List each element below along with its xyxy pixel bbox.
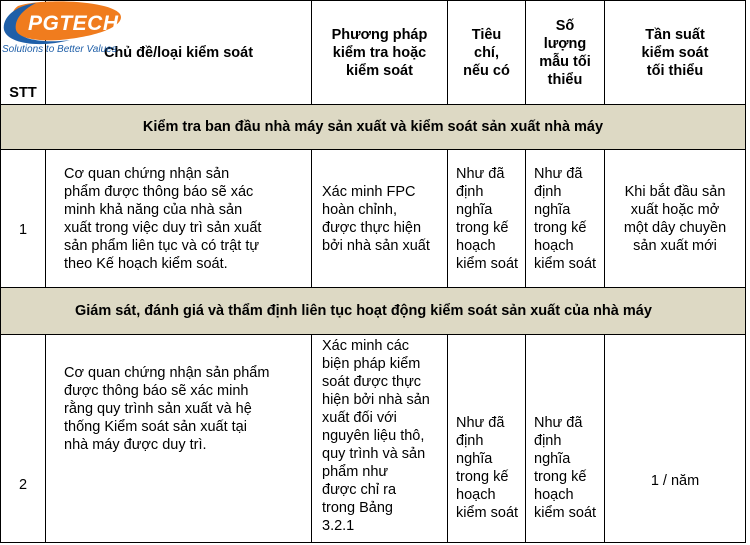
row-sample: Như đã định nghĩa trong kế hoạch kiểm soát [526,335,605,543]
header-topic: Chủ đề/loại kiểm soát [46,1,312,105]
row-stt: 2 [1,335,46,543]
row-criteria: Như đã định nghĩa trong kế hoạch kiểm soát [448,150,526,288]
row-stt: 1 [1,150,46,288]
section-title: Giám sát, đánh giá và thẩm định liên tục hoạt động kiểm soát sản xuất của nhà máy [1,288,746,335]
table-row [1,335,746,543]
section-row-initial-inspection [1,105,746,150]
table-row [1,150,746,288]
section-title: Kiểm tra ban đầu nhà máy sản xuất và kiểm soát sản xuất nhà máy [1,105,746,150]
row-method: Xác minh FPC hoàn chỉnh, được thực hiện bởi nhà sản xuất [312,150,448,288]
header-frequency: Tần suất kiểm soát tối thiểu [605,1,746,105]
logo-tagline: Solutions to Better Values [2,44,117,55]
header-stt: STT [1,1,46,105]
row-topic: Cơ quan chứng nhận sản phẩm được thông báo sẽ xác minh khả năng của nhà sản xuất trong việc duy trì sản xuất sản phẩm liên tục và có trật tự theo Kế hoạch kiểm soát. [46,150,312,288]
header-method: Phương pháp kiểm tra hoặc kiểm soát [312,1,448,105]
row-topic: Cơ quan chứng nhận sản phẩm được thông báo sẽ xác minh rằng quy trình sản xuất và hệ thống Kiểm soát sản xuất tại nhà máy được duy trì. [46,335,312,543]
section-row-continuous-surveillance [1,288,746,335]
row-frequency: Khi bắt đầu sản xuất hoặc mở một dây chuyền sản xuất mới [605,150,746,288]
header-sample: Số lượng mẫu tối thiểu [526,1,605,105]
logo-brand: PGTECH [28,12,119,35]
row-sample: Như đã định nghĩa trong kế hoạch kiểm soát [526,150,605,288]
row-frequency: 1 / năm [605,335,746,543]
row-method: Xác minh các biện pháp kiểm soát được thực hiện bởi nhà sản xuất đối với nguyên liệu thô, quy trình và sản phẩm như được chỉ ra trong Bảng 3.2.1 [312,335,448,543]
row-criteria: Như đã định nghĩa trong kế hoạch kiểm soát [448,335,526,543]
pgtech-logo [0,0,128,60]
header-criteria: Tiêu chí, nếu có [448,1,526,105]
